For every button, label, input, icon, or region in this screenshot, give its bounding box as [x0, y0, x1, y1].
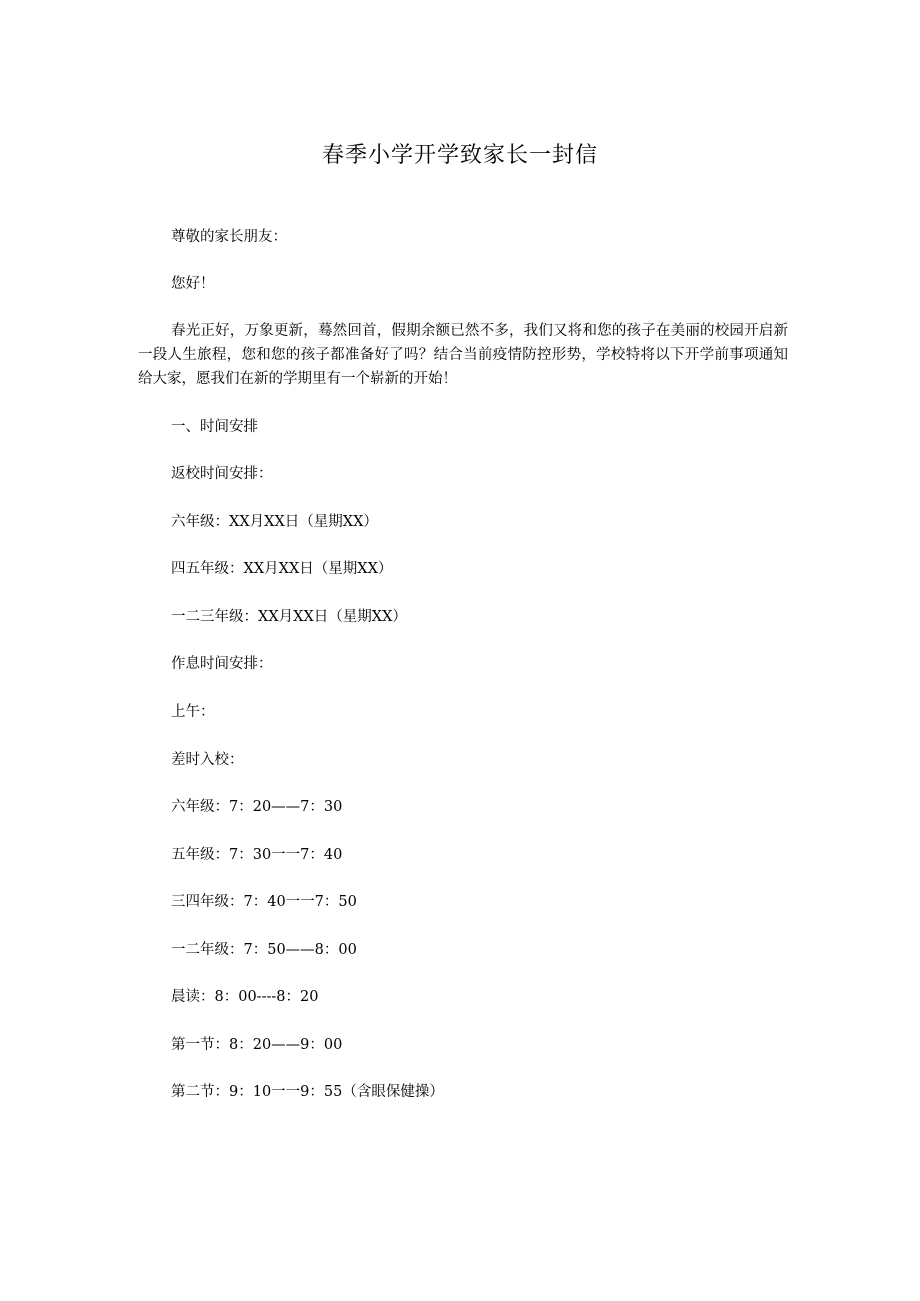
document-title: 春季小学开学致家长一封信 [321, 143, 598, 168]
arrival-time-item: 六年级：7：20——7：30 [171, 799, 343, 815]
morning-reading-time: 晨读：8：00----8：20 [171, 989, 319, 1005]
period-2-time: 第二节：9：10一一9：55（含眼保健操） [171, 1084, 444, 1100]
return-schedule-item: 六年级：XX月XX日（星期XX） [171, 514, 378, 530]
arrival-time-item: 一二年级：7：50——8：00 [171, 942, 357, 958]
return-schedule-item: 四五年级：XX月XX日（星期XX） [171, 561, 393, 577]
section-heading-time-arrangement: 一、时间安排 [171, 419, 258, 435]
return-schedule-item: 一二三年级：XX月XX日（星期XX） [171, 609, 407, 625]
intro-paragraph: 春光正好，万象更新，蓦然回首，假期余额已然不多，我们又将和您的孩子在美丽的校园开启新一段人生旅程，您和您的孩子都准备好了吗？结合当前疫情防控形势，学校特将以下开学前事项通知给大家，愿我们在新的学期里有一个崭新的开始！ [138, 323, 788, 387]
staggered-arrival-label: 差时入校： [171, 752, 244, 768]
period-1-time: 第一节：8：20——9：00 [171, 1037, 343, 1053]
arrival-time-item: 三四年级：7：40一一7：50 [171, 894, 357, 910]
salutation: 尊敬的家长朋友： [171, 229, 287, 245]
morning-label: 上午： [171, 704, 215, 720]
routine-heading: 作息时间安排： [171, 656, 273, 672]
greeting: 您好！ [171, 276, 215, 292]
arrival-time-item: 五年级：7：30一一7：40 [171, 847, 343, 863]
return-schedule-heading: 返校时间安排： [171, 466, 273, 482]
